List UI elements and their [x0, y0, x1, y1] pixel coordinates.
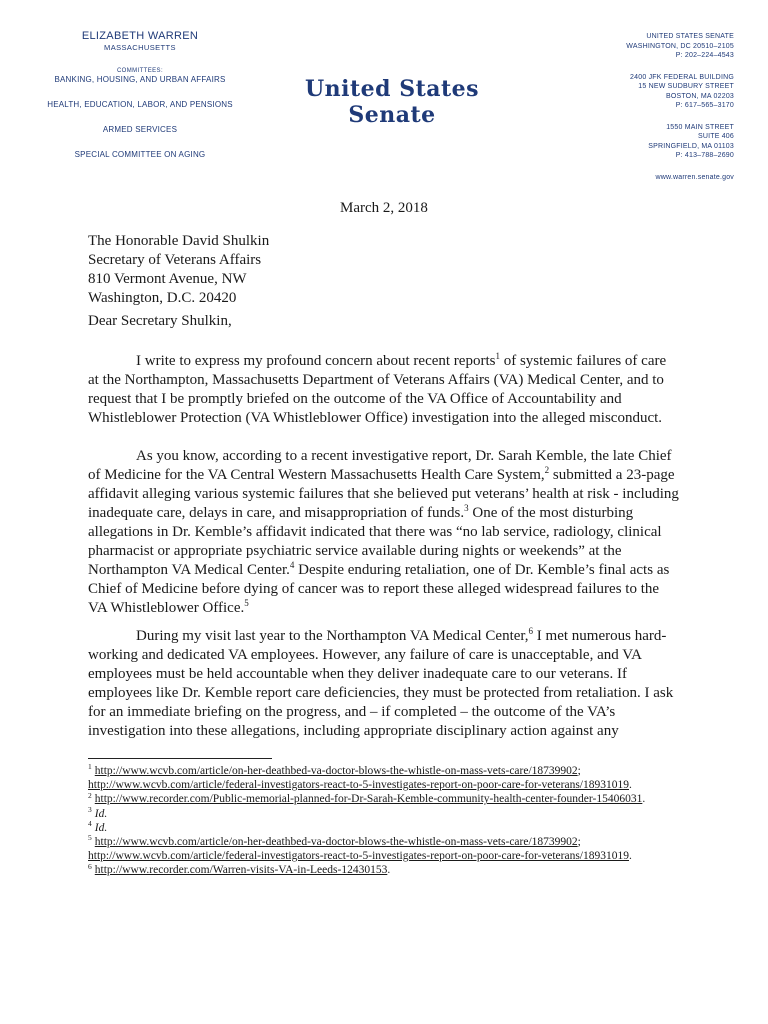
footnote-link[interactable]: http://www.wcvb.com/article/federal-investigators-react-to-5-investigates-report-on-poor-care-for-veterans/18931019	[88, 779, 629, 792]
footnote-ref: 4	[289, 560, 295, 570]
footnote-link[interactable]: http://www.wcvb.com/article/on-her-deathbed-va-doctor-blows-the-whistle-on-mass-vets-care/18739902	[94, 765, 578, 777]
footnote-2: $^2$ http://www.recorder.com/Public-memorial-planned-for-Dr-Sarah-Kemble-community-health-center-founder-15406031.	[88, 790, 646, 806]
website: www.warren.senate.gov	[655, 173, 734, 181]
committee-aging: SPECIAL COMMITTEE ON AGING	[74, 150, 206, 159]
footnote-4: $^4$ Id.	[88, 818, 108, 834]
office-line: P: 202–224–4543	[675, 52, 734, 59]
footnote-link[interactable]: http://www.wcvb.com/article/federal-investigators-react-to-5-investigates-report-on-poor-care-for-veterans/18931019	[88, 850, 629, 863]
footnote-3: $^3$ Id.	[88, 804, 108, 820]
office-line: P: 413–788–2690	[675, 152, 734, 159]
footnote-link[interactable]: http://www.recorder.com/Public-memorial-planned-for-Dr-Sarah-Kemble-community-health-center-founder-15406031	[94, 793, 643, 806]
footnote-ref: 5	[244, 598, 249, 608]
footnote-1: $^1$ http://www.wcvb.com/article/on-her-deathbed-va-doctor-blows-the-whistle-on-mass-vets-care/18739902; http://www.wcvb.com/article/federal-investigators-react-to-5-investigates-report-on-poor-care-for-veterans/18931019.	[88, 762, 632, 792]
salutation: Dear Secretary Shulkin,	[88, 313, 232, 329]
footnote-ref: 1	[495, 351, 500, 361]
office-washington	[560, 32, 734, 61]
recipient-line: Washington, D.C. 20420	[88, 290, 237, 306]
senate-title: United States Senate	[304, 76, 480, 128]
paragraph-3: During my visit last year to the Northampton VA Medical Center,$^6$ I met numerous hard-working and dedicated VA employees. However, any failure of care is unacceptable, and VA employees must be held accountable when they deliver inadequate care to our veterans. If employees like Dr. Kemble report care deficiencies, they must be protected from retaliation. I ask for an immediate briefing on the progress, and – if completed – the outcome of the VA’s investigation into these allegations, including appropriate disciplinary action against any	[88, 626, 674, 739]
letterhead-offices	[560, 32, 734, 182]
senator-state: MASSACHUSETTS	[104, 43, 176, 52]
office-line: UNITED STATES SENATE	[646, 33, 734, 40]
office-line: BOSTON, MA 02203	[665, 92, 734, 100]
paragraph-1: I write to express my profound concern about recent reports$^1$ of systemic failures of care at the Northampton, Massachusetts Department of Veterans Affairs (VA) Medical Center, and to request that I be promptly briefed on the outcome of the VA Office of Accountability and Whistleblower Protection (VA Whistleblower Office) investigation into the alleged misconduct.	[88, 351, 667, 426]
recipient-line: The Honorable David Shulkin	[88, 233, 270, 249]
recipient-line: Secretary of Veterans Affairs	[88, 252, 262, 268]
committees-label: COMMITTEES:	[116, 68, 164, 74]
committee-help: HEALTH, EDUCATION, LABOR, AND PENSIONS	[47, 100, 233, 109]
footnote-ref: 6	[528, 626, 534, 636]
office-boston	[560, 73, 734, 111]
footnote-link[interactable]: http://www.recorder.com/Warren-visits-VA-in-Leeds-12430153	[94, 864, 388, 877]
footnote-divider	[88, 758, 272, 759]
office-line: WASHINGTON, DC 20510–2105	[626, 42, 734, 50]
senator-name: ELIZABETH WARREN	[81, 30, 199, 42]
office-line: 1550 MAIN STREET	[666, 123, 734, 131]
committee-armed-services: ARMED SERVICES	[102, 125, 178, 134]
letter-date: March 2, 2018	[340, 200, 428, 216]
recipient-address	[88, 232, 269, 308]
office-springfield	[560, 123, 734, 161]
footnote-6: $^6$ http://www.recorder.com/Warren-visits-VA-in-Leeds-12430153.	[88, 861, 391, 877]
office-line: 15 NEW SUDBURY STREET	[638, 83, 734, 90]
letterhead-left	[20, 30, 260, 160]
recipient-line: 810 Vermont Avenue, NW	[88, 271, 247, 287]
footnote-ref: 2	[544, 465, 550, 475]
office-line: SPRINGFIELD, MA 01103	[648, 142, 734, 150]
footnote-link[interactable]: http://www.wcvb.com/article/on-her-deathbed-va-doctor-blows-the-whistle-on-mass-vets-care/18739902	[94, 836, 578, 849]
footnote-ref: 3	[464, 503, 469, 513]
footnotes	[88, 764, 680, 878]
committee-banking: BANKING, HOUSING, AND URBAN AFFAIRS	[54, 75, 226, 84]
paragraph-2: As you know, according to a recent investigative report, Dr. Sarah Kemble, the late Chief of Medicine for the VA Central Western Massachusetts Health Care System,$^2$ submitted a 23-page affidavit alleging various systemic failures that she believed put veterans’ health at risk - including inadequate care, delays in care, and misappropriation of funds.$^3$ One of the most disturbing allegations in Dr. Kemble’s affidavit indicated that there was “no lab service, radiology, clinical pharmacist or appropriate psychiatric service available during nights or weekends” at the Northampton VA Medical Center.$^4$ Despite enduring retaliation, one of Dr. Kemble’s final acts as Chief of Medicine before dying of cancer was to report these alleged widespread failures to the VA Whistleblower Office.$^5$	[88, 448, 679, 616]
footnote-5: $^5$ http://www.wcvb.com/article/on-her-deathbed-va-doctor-blows-the-whistle-on-mass-vets-care/18739902; http://www.wcvb.com/article/federal-investigators-react-to-5-investigates-report-on-poor-care-for-veterans/18931019.	[88, 833, 632, 863]
office-line: P: 617–565–3170	[675, 102, 734, 109]
office-line: SUITE 406	[697, 133, 734, 140]
office-line: 2400 JFK FEDERAL BUILDING	[630, 73, 734, 81]
